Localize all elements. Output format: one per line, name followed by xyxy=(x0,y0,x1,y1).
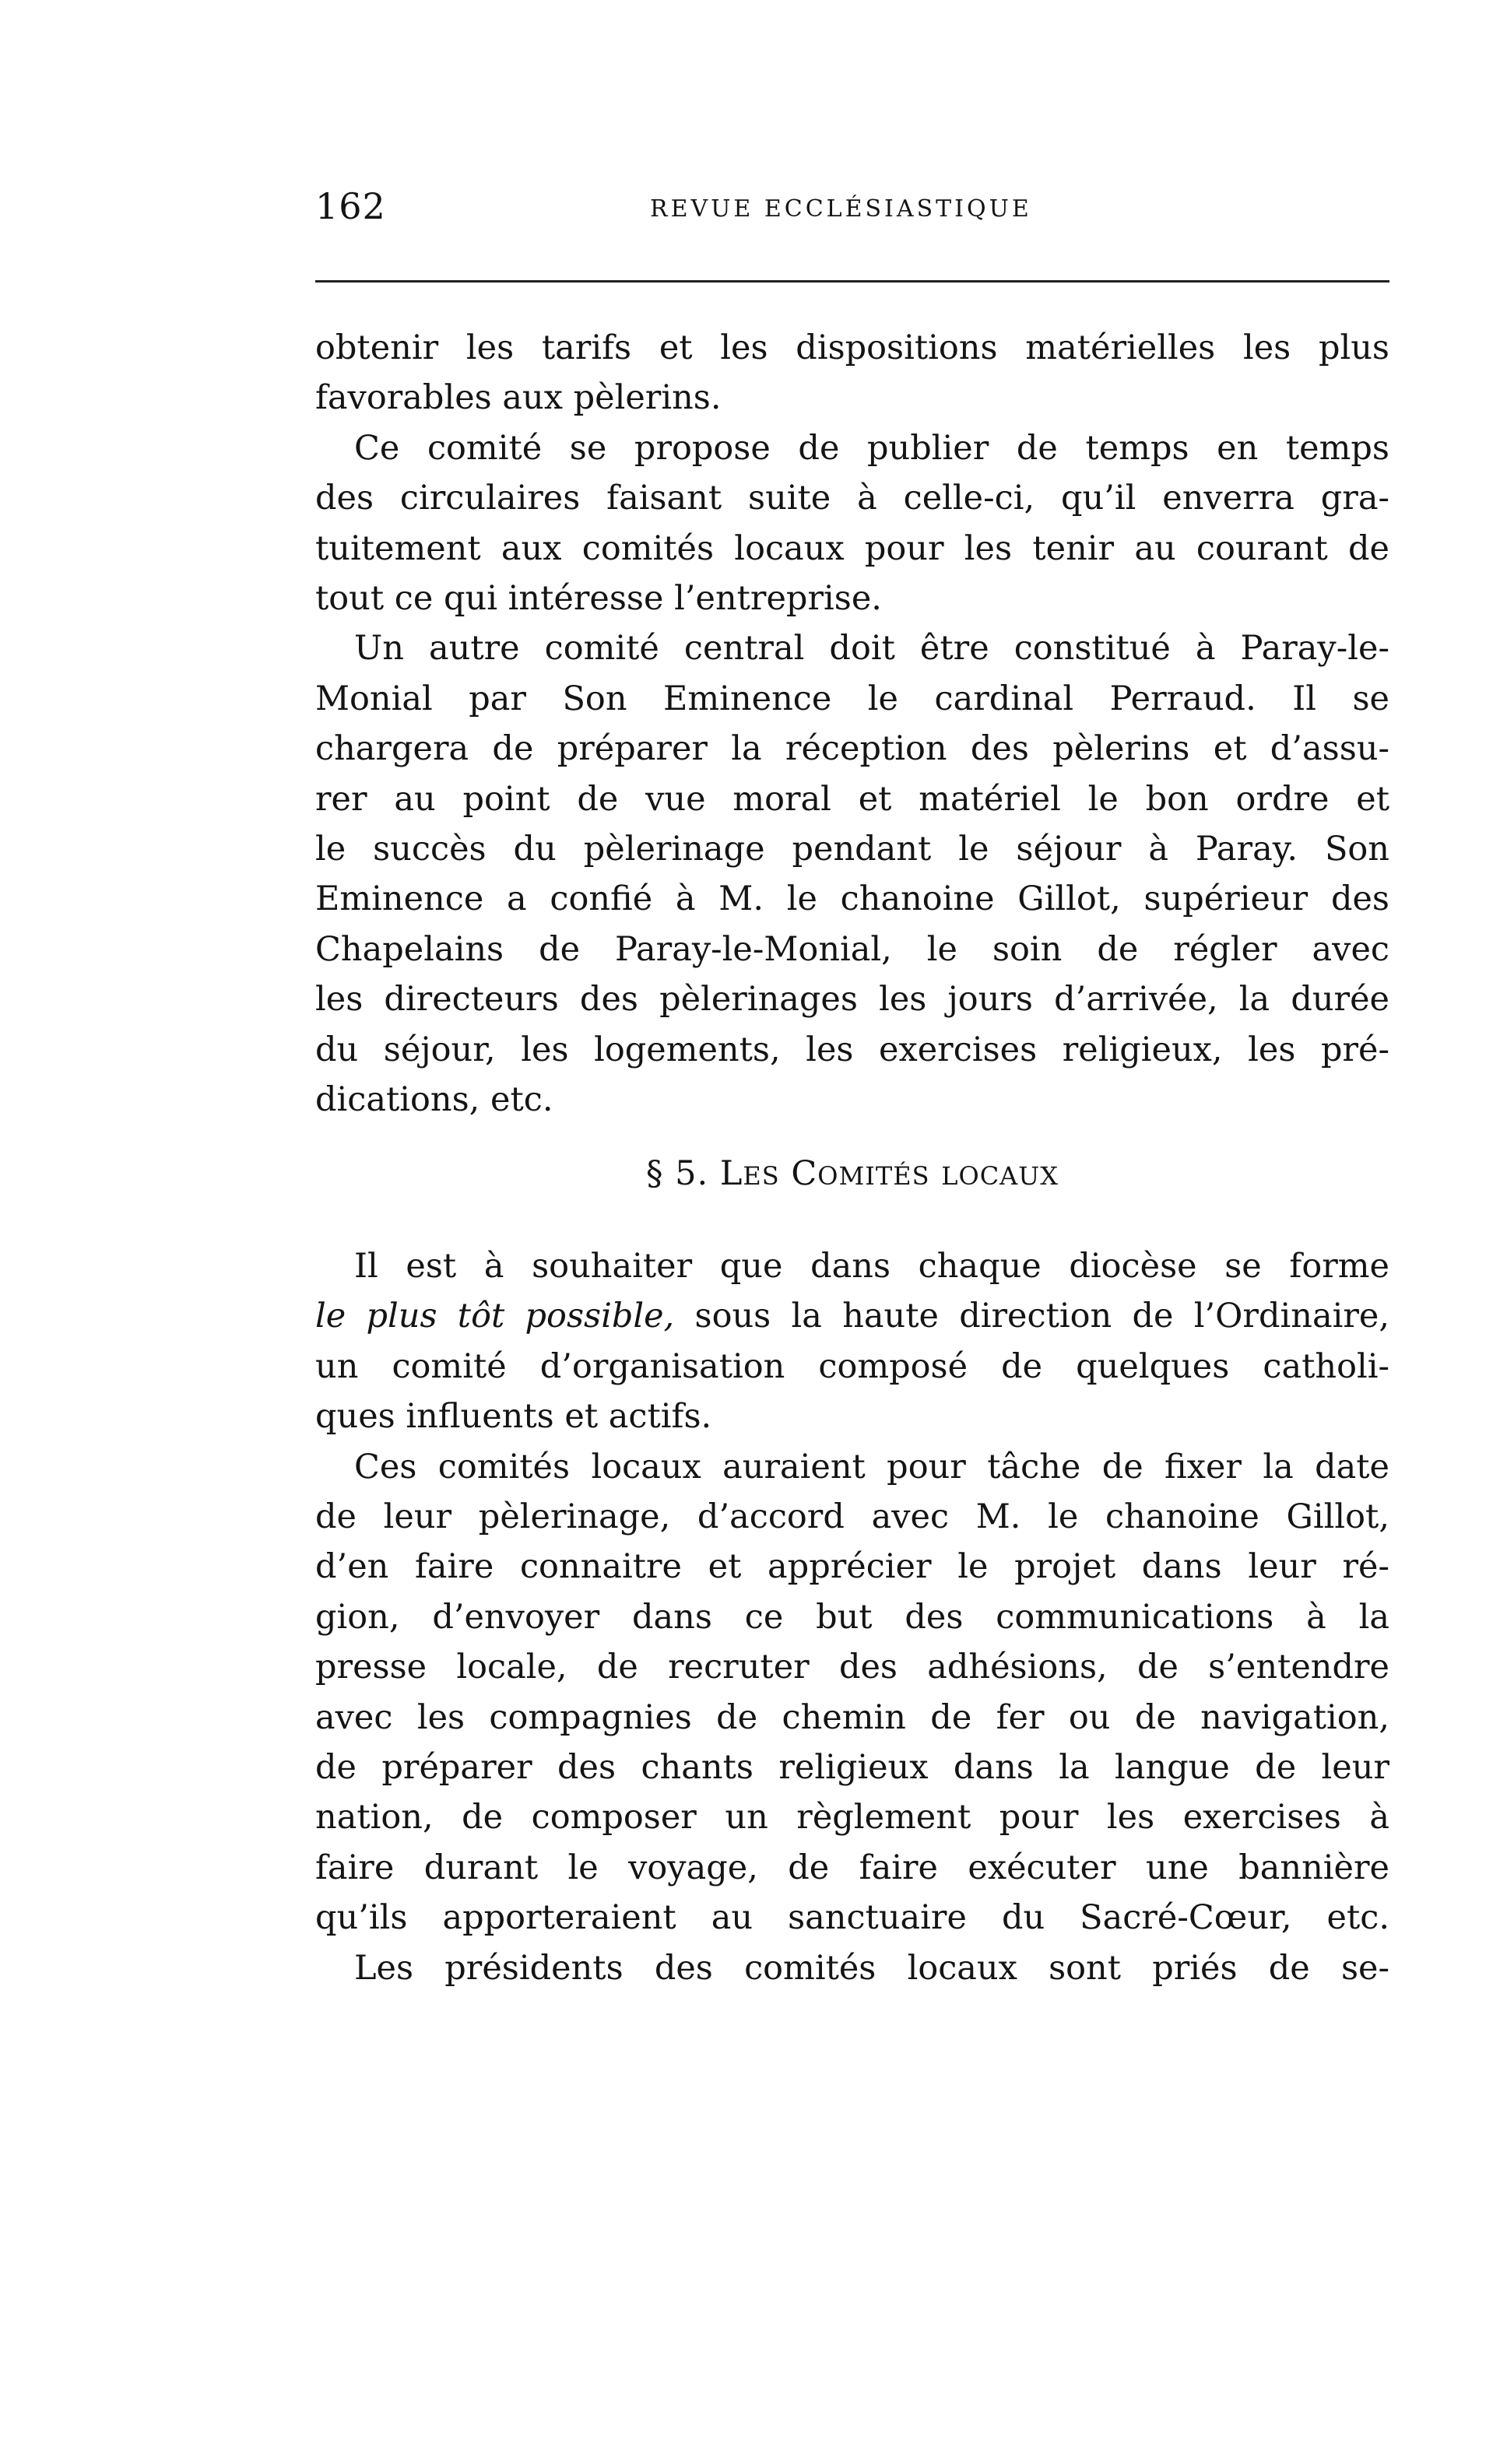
text-line: rer au point de vue moral et matériel le bon ordre et xyxy=(315,779,1389,819)
heading-word-locaux: LOCAUX xyxy=(941,1160,1059,1191)
text-line: Les présidents des comités locaux sont priés de se- xyxy=(354,1948,1389,1988)
text-line: presse locale, de recruter des adhésions, de s’entendre xyxy=(315,1648,1389,1687)
body-text xyxy=(315,323,1389,1993)
italic-phrase: le plus tôt possible, xyxy=(315,1297,675,1336)
text-line: ques influents et actifs. xyxy=(315,1397,712,1437)
journal-title: REVUE ECCLÉSIASTIQUE xyxy=(650,195,1032,223)
text-line: qu’ils apporteraient au sanctuaire du Sacré-Cœur, etc. xyxy=(315,1898,1389,1938)
heading-word-les: ES xyxy=(743,1160,780,1191)
section-heading xyxy=(315,1125,1389,1241)
text-line: Ces comités locaux auraient pour tâche de fixer la date xyxy=(354,1447,1389,1486)
text-line: un comité d’organisation composé de quelques catholi- xyxy=(315,1346,1389,1386)
page-number: 162 xyxy=(315,185,386,227)
running-head xyxy=(315,183,1389,237)
text-line: le succès du pèlerinage pendant le séjour à Paray. Son xyxy=(315,830,1389,869)
heading-word-comites: OMITÉS xyxy=(817,1160,930,1191)
text-line: Un autre comité central doit être constitué à Paray-le- xyxy=(354,629,1389,669)
text-line: tout ce qui intéresse l’entreprise. xyxy=(315,579,882,619)
text-line-rest: sous la haute direction de l’Ordinaire, xyxy=(674,1297,1389,1336)
text-line: de préparer des chants religieux dans la langue de leur xyxy=(315,1747,1389,1787)
text-line: gion, d’envoyer dans ce but des communications à la xyxy=(315,1597,1389,1637)
text-line: dications, etc. xyxy=(315,1080,553,1120)
text-line: Chapelains de Paray-le-Monial, le soin de régler avec xyxy=(315,929,1389,969)
section-number: § 5. xyxy=(645,1153,709,1193)
text-line: du séjour, les logements, les exercises religieux, les pré- xyxy=(315,1030,1389,1069)
text-line: d’en faire connaitre et apprécier le projet dans leur ré- xyxy=(315,1547,1389,1587)
heading-initial-c: C xyxy=(791,1153,818,1193)
text-line: avec les compagnies de chemin de fer ou de navigation, xyxy=(315,1697,1389,1737)
text-line: obtenir les tarifs et les dispositions matérielles les plus xyxy=(315,328,1389,367)
text-line: chargera de préparer la réception des pèlerins et d’assu- xyxy=(315,729,1389,769)
text-line: tuitement aux comités locaux pour les tenir au courant de xyxy=(315,528,1389,568)
text-line: des circulaires faisant suite à celle-ci, qu’il enverra gra- xyxy=(315,479,1389,518)
text-line: faire durant le voyage, de faire exécuter une bannière xyxy=(315,1848,1389,1887)
text-line xyxy=(315,1291,1389,1341)
header-rule xyxy=(315,280,1389,283)
text-line: nation, de composer un règlement pour les exercises à xyxy=(315,1798,1389,1837)
text-line: de leur pèlerinage, d’accord avec M. le chanoine Gillot, xyxy=(315,1497,1389,1536)
text-line: Ce comité se propose de publier de temps en temps xyxy=(354,428,1389,468)
text-line: Il est à souhaiter que dans chaque diocèse se forme xyxy=(354,1246,1389,1286)
text-line: favorables aux pèlerins. xyxy=(315,378,722,418)
heading-initial-l: L xyxy=(719,1153,743,1193)
text-line: Eminence a confié à M. le chanoine Gillot, supérieur des xyxy=(315,879,1389,919)
text-line: les directeurs des pèlerinages les jours d’arrivée, la durée xyxy=(315,980,1389,1020)
text-line: Monial par Son Eminence le cardinal Perraud. Il se xyxy=(315,679,1389,718)
